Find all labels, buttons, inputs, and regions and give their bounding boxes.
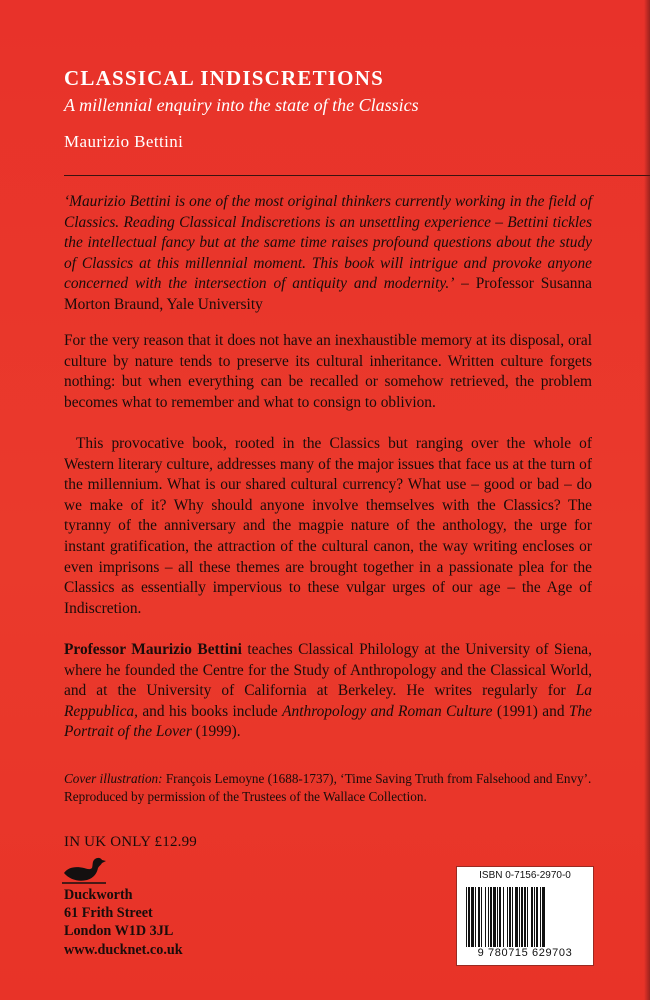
barcode-bar <box>499 887 501 947</box>
barcode-bar <box>488 887 489 947</box>
barcode-bar <box>542 887 545 947</box>
publisher-name: Duckworth <box>64 887 133 903</box>
quote-attribution: – Professor Susanna Morton Braund, Yale University <box>64 275 593 313</box>
cover-credit-label: Cover illustration: <box>64 771 163 786</box>
barcode-label <box>456 866 594 966</box>
barcode-bar <box>493 887 496 947</box>
barcode-bar <box>524 887 526 947</box>
isbn-text: ISBN 0-7156-2970-0 <box>479 870 571 881</box>
barcode-bar <box>497 887 498 947</box>
divider-rule <box>64 175 650 176</box>
barcode-bar <box>512 887 513 947</box>
barcode-bar <box>519 887 520 947</box>
barcode-bar <box>490 887 492 947</box>
blurb-paragraph-1: For the very reason that it does not have an inexhaustible memory at its disposal, oral culture by nature tends to preserve its cultural inheritance. Written culture forgets nothing: but when everything can be recalled or somehow retrieved, the problem becomes what to remember and what to consign to oblivion. <box>64 332 592 411</box>
barcode-bar <box>475 887 476 947</box>
barcode-bar <box>503 887 504 947</box>
bio-text-2: and his books include <box>137 702 283 720</box>
barcode-bar <box>527 887 528 947</box>
book-author: Maurizio Bettini <box>64 132 184 151</box>
book-title: CLASSICAL INDISCRETIONS <box>64 66 384 90</box>
cover-credit-text: François Lemoyne (1688-1737), ‘Time Saving Truth from Falsehood and Envy’. Reproduced by permission of the Trustees of the Wallace Collection. <box>64 771 592 804</box>
bio-publication: La Reppublica, <box>64 682 592 720</box>
bio-book-2: The Portrait of the Lover <box>64 702 592 741</box>
publisher-address <box>64 886 183 959</box>
price: IN UK ONLY £12.99 <box>64 834 197 850</box>
review-quote <box>64 192 592 316</box>
barcode-bar <box>481 887 482 947</box>
bio-text-4: (1999). <box>191 723 241 741</box>
bio-book-1: Anthropology and Roman Culture <box>282 702 493 720</box>
barcode-bar <box>515 887 518 947</box>
quote-text: ‘Maurizio Bettini is one of the most original thinkers currently working in the field of Classics. Reading Classical Indiscretions is an unsettling experience – Bettini tickles the intellectual fancy but at the same time raises profound questions about the study of Classics at this millennial moment. This book will intrigue and provoke anyone concerned with the intersection of antiquity and modernity.’ <box>64 193 592 293</box>
publisher-city: London W1D 3JL <box>64 923 174 940</box>
bio-name: Professor Maurizio Bettini <box>64 641 242 658</box>
bio-text-1: teaches Classical Philology at the University of Siena, where he founded the Centre for the Study of Anthropology and the Classical World, and at the University of California at Berkeley. He writes regularly for <box>64 641 592 700</box>
cover-credit <box>64 770 592 805</box>
barcode-bar <box>466 887 467 947</box>
book-subtitle: A millennial enquiry into the state of the Classics <box>64 95 419 115</box>
duck-icon <box>62 853 106 885</box>
blurb-paragraph-2: This provocative book, rooted in the Classics but ranging over the whole of Western literary culture, addresses many of the major issues that face us at the turn of the millennium. What is our shared cultural currency? What use – good or bad – do we make of it? Why should anyone involve themselves with the Classics? The tyranny of the anniversary and the magpie nature of the anthology, the urge for instant gratification, the attraction of the cultural canon, the way writing encloses or even imprisons – all these themes are brought together in a passionate plea for the Classics as essentially impervious to these vulgar urges of our age – the Age of Indiscretion. <box>64 435 592 617</box>
ean-text: 9 780715 629703 <box>477 947 573 959</box>
barcode-bar <box>531 887 533 947</box>
barcode-bar <box>534 887 535 947</box>
publisher-website: www.ducknet.co.uk <box>64 941 183 958</box>
barcode-bar <box>468 887 470 947</box>
barcode-bar <box>509 887 511 947</box>
barcode-bar <box>471 887 474 947</box>
barcode-bar <box>507 887 508 947</box>
barcode-bar <box>521 887 523 947</box>
barcode-bar <box>536 887 538 947</box>
author-bio <box>64 640 592 743</box>
barcode-bar <box>485 887 486 947</box>
bio-text-3: (1991) and <box>492 702 569 720</box>
barcode-icon <box>466 887 584 947</box>
barcode-bar <box>478 887 480 947</box>
publisher-street: 61 Frith Street <box>64 905 153 922</box>
barcode-bar <box>540 887 541 947</box>
